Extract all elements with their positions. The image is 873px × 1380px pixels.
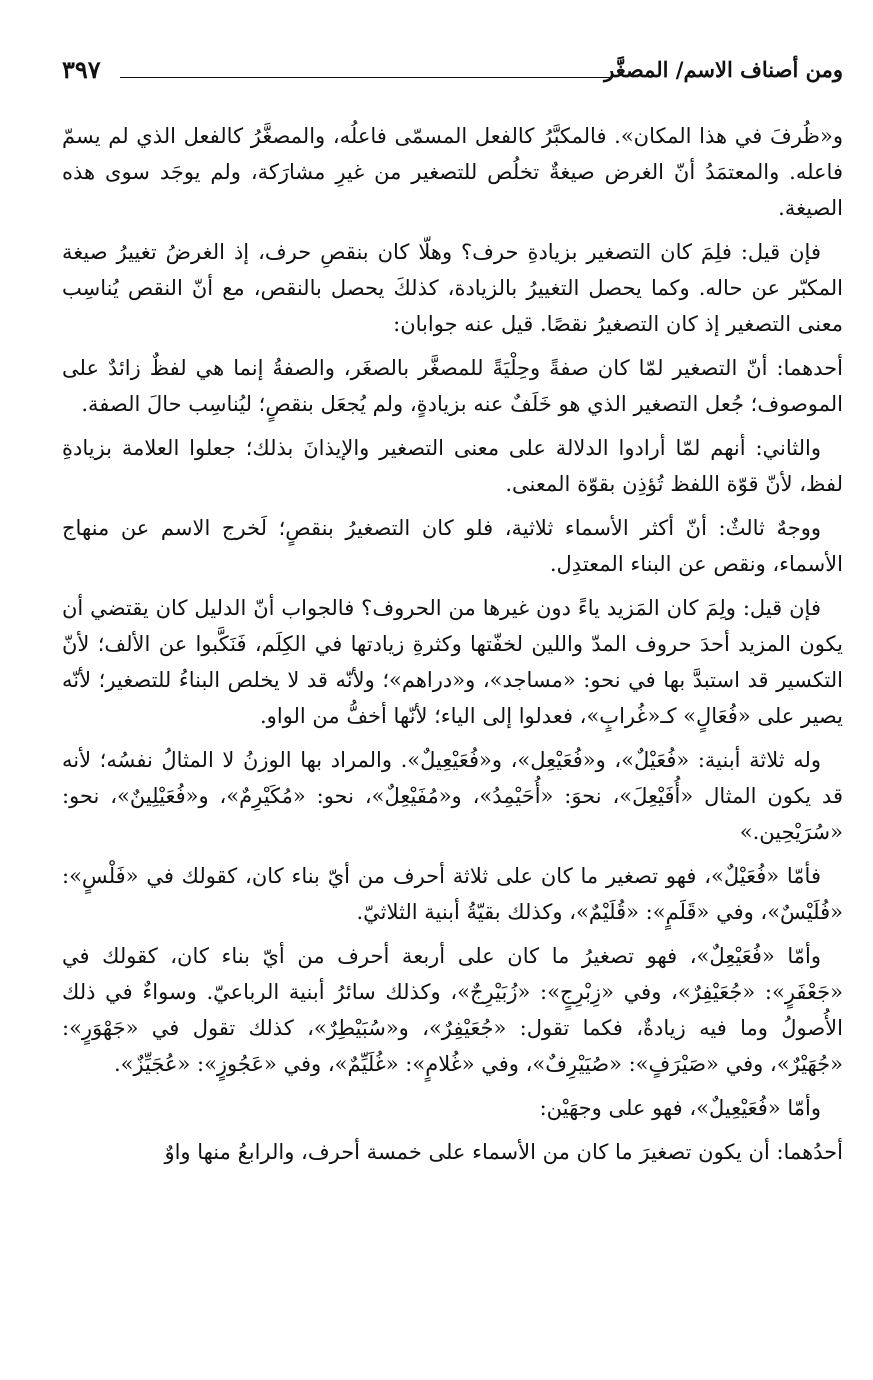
paragraph: وله ثلاثة أبنية: «فُعَيْلٌ»، و«فُعَيْعِل»، و«فُعَيْعِيلٌ». والمراد بها الوزنُ لا المثالُ نفسُه؛ لأنه قد يكون المثال «أُفَيْعِلَ»، نحوَ: «أُحَيْمِدُ»، و«مُفَيْعِلٌ»، نحو: «مُكَيْرِمٌ»، و«فُعَيْلِينٌ»، نحو: «سُرَيْحِين.» [62,748,843,844]
book-page [62,0,843,1380]
page-number: ٣٩٧ [62,55,101,84]
running-head [62,55,843,95]
running-head-title: ومن أصناف الاسم/ المصغَّر [604,57,843,82]
paragraph: وأمّا «فُعَيْعِيلٌ»، فهو على وجهَيْن: [539,1096,821,1120]
paragraph: فإن قيل: فلِمَ كان التصغير بزيادةِ حرف؟ وهلّا كان بنقصِ حرف، إذ الغرضُ تغييرُ صيغة المكبّر عن حاله. وكما يحصل التغييرُ بالزيادة، كذلكَ يحصل بالنقص، مع أنّ النقص يُناسِب معنى التصغير إذ كان التصغيرُ نقصًا. قيل عنه جوابان: [62,240,843,336]
paragraph: فإن قيل: ولِمَ كان المَزيد ياءً دون غيرها من الحروف؟ فالجواب أنّ الدليل كان يقتضي أن يكون المزيد أحدَ حروف المدّ واللين لخفّتها وكثرةِ زيادتها في الكِلَم، فَنَكَّبوا عن الألف؛ لأنّ التكسير قد استبدَّ بها في نحو: «مساجد»، و«دراهم»؛ ولأنّه قد لا يخلص البناءُ للتصغير؛ لأنّه يصير على «فُعَالٍ» كـ«غُرابٍ»، فعدلوا إلى الياء؛ لأنّها أخفُّ من الواو. [62,596,843,728]
paragraph: أحدُهما: أن يكون تصغيرَ ما كان من الأسماء على خمسة أحرف، والرابعُ منها واوٌ [164,1140,843,1164]
paragraph: والثاني: أنهم لمّا أرادوا الدلالة على معنى التصغير والإيذانَ بذلك؛ جعلوا العلامة بزيادةِ لفظ، لأنّ قوّة اللفظ تُؤذِن بقوّة المعنى. [62,436,843,496]
paragraph: أحدهما: أنّ التصغير لمّا كان صفةً وحِلْيَةً للمصغَّر بالصغَر، والصفةُ إنما هي لفظٌ زائدٌ على الموصوف؛ جُعل التصغير الذي هو خَلَفٌ عنه بزيادةٍ، ولم يُجعَل بنقصٍ؛ ليُناسِب حالَ الصفة. [62,356,843,416]
paragraph: ووجهٌ ثالثٌ: أنّ أكثر الأسماء ثلاثية، فلو كان التصغيرُ بنقصٍ؛ لَخرج الاسم عن منهاج الأسماء، ونقص عن البناء المعتدِل. [62,516,843,576]
paragraph: و«ظُرفَ في هذا المكان». فالمكبَّرُ كالفعل المسمّى فاعلُه، والمصغَّرُ كالفعل الذي لم يسمّ فاعله. والمعتمَدُ أنّ الغرض صيغةٌ تخلُص للتصغير من غيرِ مشارَكة، ولم يوجَد سوى هذه الصيغة. [62,124,843,220]
header-rule [120,77,613,78]
body-text [62,118,843,1178]
paragraph: فأمّا «فُعَيْلٌ»، فهو تصغير ما كان على ثلاثة أحرف من أيّ بناء كان، كقولك في «فَلْسٍ»: «فُلَيْسٌ»، وفي «قَلَمٍ»: «قُلَيْمٌ»، وكذلك بقيّةُ أبنية الثلاثيّ. [62,864,843,924]
paragraph: وأمّا «فُعَيْعِلٌ»، فهو تصغيرُ ما كان على أربعة أحرف من أيّ بناء كان، كقولك في «جَعْفَرٍ»: «جُعَيْفِرٌ»، وفي «زِبْرِجٍ»: «زُبَيْرِجٌ»، وكذلك سائرُ أبنية الرباعيّ. وسواءٌ في ذلك الأُصولُ وما فيه زيادةٌ، فكما تقول: «جُعَيْفِرٌ»، و«سُبَيْطِرٌ»، كذلك تقول في «جَهْوَرٍ»: «جُهَيْرٌ»، وفي «صَيْرَفٍ»: «صُيَيْرِفٌ»، وفي «غُلامٍ»: «غُلَيِّمٌ»، وفي «عَجُوزٍ»: «عُجَيِّزٌ». [62,944,843,1076]
